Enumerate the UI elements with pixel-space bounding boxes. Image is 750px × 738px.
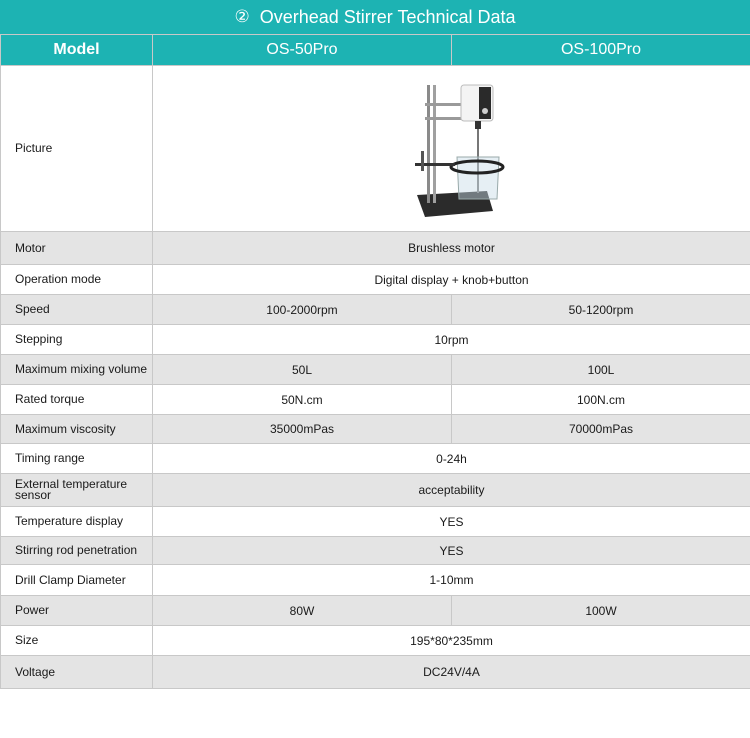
row-value-os100: 50-1200rpm	[452, 295, 750, 325]
row-label: Maximum viscosity	[1, 415, 153, 444]
row-value-os100: 70000mPas	[452, 415, 750, 444]
knob-icon	[482, 108, 488, 114]
row-value-os100: 100W	[452, 596, 750, 626]
row-label: Rated torque	[1, 385, 153, 415]
row-value-os50: 50N.cm	[153, 385, 452, 415]
table-row	[1, 232, 750, 265]
clamp-screw	[421, 151, 424, 171]
table-row	[1, 537, 750, 565]
row-label: Maximum mixing volume	[1, 355, 153, 385]
product-image	[397, 75, 507, 220]
row-value: acceptability	[153, 474, 750, 507]
table-row	[1, 596, 750, 626]
row-label: Operation mode	[1, 265, 153, 295]
row-value: Brushless motor	[153, 232, 750, 265]
row-label: Speed	[1, 295, 153, 325]
row-value-os50: 100-2000rpm	[153, 295, 452, 325]
row-label: Power	[1, 596, 153, 626]
row-label: Motor	[1, 232, 153, 265]
table-row	[1, 474, 750, 507]
row-label: Temperature display	[1, 507, 153, 537]
title-bar	[0, 0, 750, 34]
row-value: 195*80*235mm	[153, 626, 750, 656]
picture-row	[1, 66, 750, 232]
row-label: Stirring rod penetration	[1, 537, 153, 565]
table-row	[1, 626, 750, 656]
header-os100: OS-100Pro	[452, 35, 750, 66]
row-label: Timing range	[1, 444, 153, 474]
picture-label: Picture	[1, 66, 153, 232]
row-value-os50: 80W	[153, 596, 452, 626]
row-label: External temperature sensor	[1, 474, 153, 507]
row-value: 1-10mm	[153, 565, 750, 596]
row-value-os100: 100N.cm	[452, 385, 750, 415]
header-row	[1, 35, 750, 66]
spec-table	[0, 34, 750, 689]
title-number: ②	[234, 7, 250, 26]
table-row	[1, 507, 750, 537]
table-row	[1, 325, 750, 355]
row-label: Voltage	[1, 656, 153, 689]
control-panel	[479, 87, 491, 119]
table-row	[1, 385, 750, 415]
header-model: Model	[1, 35, 153, 66]
row-value: 0-24h	[153, 444, 750, 474]
row-value: YES	[153, 537, 750, 565]
row-value: DC24V/4A	[153, 656, 750, 689]
row-value: 10rpm	[153, 325, 750, 355]
stand-rod	[433, 85, 436, 203]
table-row	[1, 565, 750, 596]
row-value-os50: 35000mPas	[153, 415, 452, 444]
row-value: Digital display + knob+button	[153, 265, 750, 295]
row-label: Stepping	[1, 325, 153, 355]
product-picture-cell	[153, 66, 750, 232]
stand-rod	[427, 85, 430, 203]
row-value-os100: 100L	[452, 355, 750, 385]
table-row	[1, 656, 750, 689]
row-label: Size	[1, 626, 153, 656]
row-value: YES	[153, 507, 750, 537]
row-label: Drill Clamp Diameter	[1, 565, 153, 596]
table-row	[1, 265, 750, 295]
page-title: Overhead Stirrer Technical Data	[259, 6, 516, 27]
table-row	[1, 355, 750, 385]
header-os50: OS-50Pro	[153, 35, 452, 66]
row-value-os50: 50L	[153, 355, 452, 385]
table-row	[1, 415, 750, 444]
chuck	[475, 121, 481, 129]
table-row	[1, 295, 750, 325]
table-row	[1, 444, 750, 474]
